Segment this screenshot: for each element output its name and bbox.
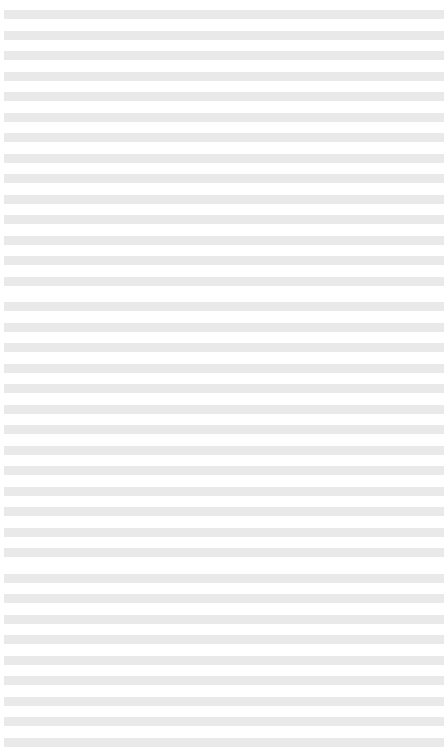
paragraph-line [4, 399, 444, 420]
paragraph-line [4, 271, 444, 292]
article-paragraph [4, 296, 444, 563]
article-paragraph [4, 4, 444, 291]
paragraph-line [4, 542, 444, 563]
paragraph-line [4, 296, 444, 317]
paragraph-line [4, 358, 444, 379]
paragraph-line [4, 230, 444, 251]
paragraph-line [4, 250, 444, 271]
paragraph-line [4, 86, 444, 107]
paragraph-line [4, 189, 444, 210]
paragraph-line [4, 148, 444, 169]
paragraph-line [4, 732, 444, 753]
paragraph-line [4, 522, 444, 543]
paragraph-line [4, 691, 444, 712]
paragraph-line [4, 588, 444, 609]
paragraph-line [4, 460, 444, 481]
paragraph-line [4, 25, 444, 46]
paragraph-line [4, 568, 444, 589]
paragraph-line [4, 440, 444, 461]
paragraph-line [4, 66, 444, 87]
article-body [4, 4, 444, 752]
paragraph-line [4, 168, 444, 189]
paragraph-line [4, 629, 444, 650]
paragraph-line [4, 670, 444, 691]
paragraph-line [4, 337, 444, 358]
paragraph-line [4, 711, 444, 732]
paragraph-line [4, 127, 444, 148]
paragraph-line [4, 378, 444, 399]
paragraph-line [4, 501, 444, 522]
paragraph-line [4, 481, 444, 502]
paragraph-line [4, 317, 444, 338]
paragraph-line [4, 4, 444, 25]
paragraph-line [4, 609, 444, 630]
article-paragraph [4, 568, 444, 753]
paragraph-line [4, 650, 444, 671]
paragraph-line [4, 107, 444, 128]
paragraph-line [4, 419, 444, 440]
paragraph-line [4, 209, 444, 230]
paragraph-line [4, 45, 444, 66]
